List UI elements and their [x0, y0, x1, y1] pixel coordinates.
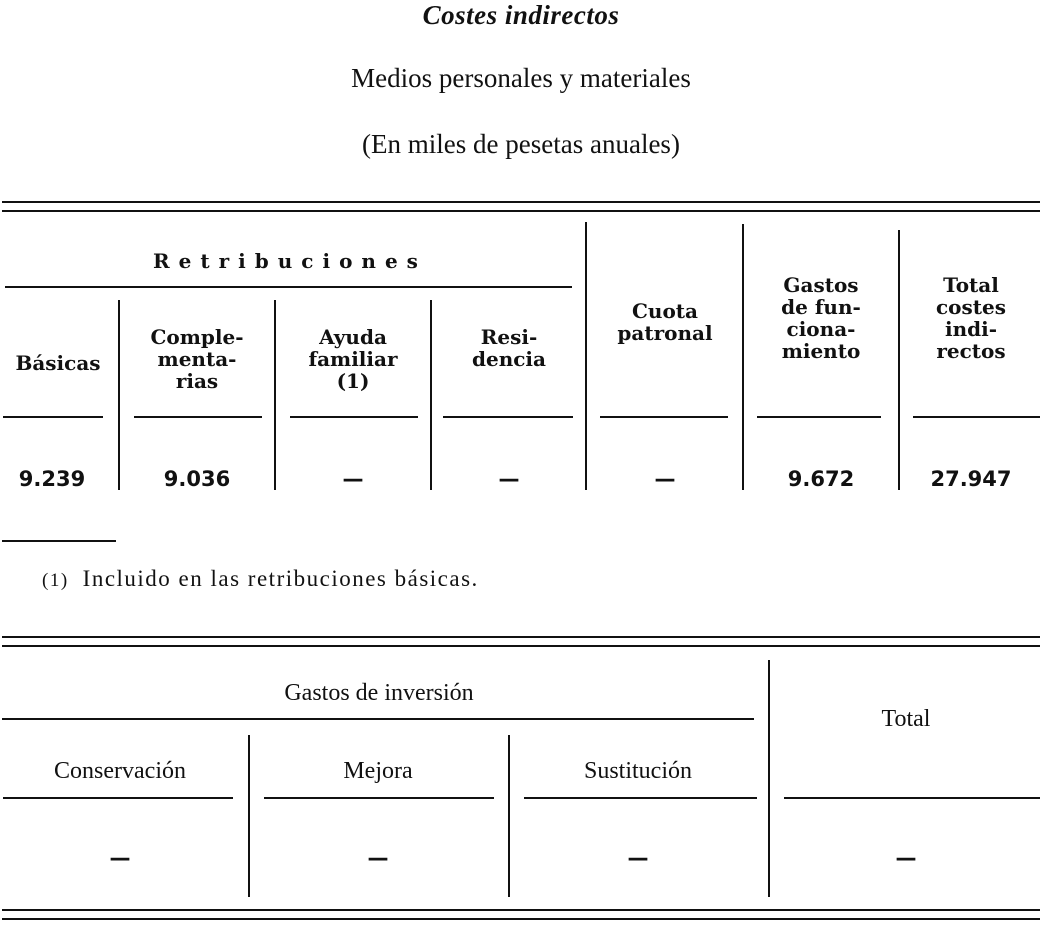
header-underline	[3, 797, 233, 799]
document-title: Costes indirectos	[422, 0, 620, 30]
retribuciones-group-header: Retribuciones	[153, 249, 427, 273]
cell-ayuda-familiar: —	[342, 467, 364, 491]
gastos-inversion-group-header: Gastos de inversión	[284, 680, 474, 706]
header-underline	[134, 416, 262, 418]
header-underline	[600, 416, 728, 418]
cell-total-costes: 27.947	[930, 467, 1012, 491]
cell-sustitucion: —	[627, 846, 649, 870]
cell-cuota-patronal: —	[654, 467, 676, 491]
col-header-gastos-funcionamiento: Gastos de fun- ciona- miento	[781, 273, 861, 363]
cell-mejora: —	[367, 846, 389, 870]
cell-residencia: —	[498, 467, 520, 491]
cell-total: —	[895, 846, 917, 870]
group-underline	[2, 718, 754, 720]
header-underline	[290, 416, 418, 418]
col-header-conservacion: Conservación	[54, 758, 186, 784]
col-divider	[248, 735, 250, 897]
document-subtitle: Medios personales y materiales	[351, 63, 691, 93]
table-top-rule	[2, 636, 1040, 638]
col-header-basicas: Básicas	[15, 351, 101, 375]
table-bottom-rule	[2, 909, 1040, 911]
cell-conservacion: —	[109, 846, 131, 870]
footnote-marker: (1)	[42, 570, 69, 591]
col-header-total: Total	[881, 706, 931, 732]
cell-basicas: 9.239	[18, 467, 86, 491]
col-header-sustitucion: Sustitución	[583, 758, 692, 784]
col-divider	[898, 230, 900, 490]
col-divider	[118, 300, 120, 490]
col-header-total-costes: Total costes indi- rectos	[936, 273, 1006, 363]
col-divider	[742, 224, 744, 490]
footnote	[42, 566, 479, 592]
col-header-residencia: Resi- dencia	[472, 325, 546, 371]
col-divider	[768, 660, 770, 897]
header-underline	[784, 797, 1040, 799]
header-underline	[524, 797, 757, 799]
footnote-rule	[2, 540, 116, 542]
col-header-ayuda-familiar: Ayuda familiar (1)	[308, 325, 398, 393]
col-header-complementarias: Comple- menta- rias	[150, 325, 244, 393]
table-top-rule-2	[2, 645, 1040, 647]
col-header-cuota-patronal: Cuota patronal	[617, 299, 713, 345]
cell-gastos-funcionamiento: 9.672	[787, 467, 855, 491]
table-top-rule	[2, 201, 1040, 203]
col-divider	[585, 222, 587, 490]
col-divider	[274, 300, 276, 490]
header-underline	[913, 416, 1040, 418]
col-divider	[430, 300, 432, 490]
header-underline	[3, 416, 103, 418]
header-underline	[443, 416, 573, 418]
footnote-text: Incluido en las retribuciones básicas.	[82, 566, 479, 591]
col-header-mejora: Mejora	[343, 758, 413, 784]
header-underline	[757, 416, 881, 418]
group-underline	[5, 286, 572, 288]
header-underline	[264, 797, 494, 799]
units-note: (En miles de pesetas anuales)	[362, 129, 680, 159]
table-bottom-rule-2	[2, 918, 1040, 920]
col-divider	[508, 735, 510, 897]
table-top-rule-2	[2, 210, 1040, 212]
cell-complementarias: 9.036	[163, 467, 231, 491]
